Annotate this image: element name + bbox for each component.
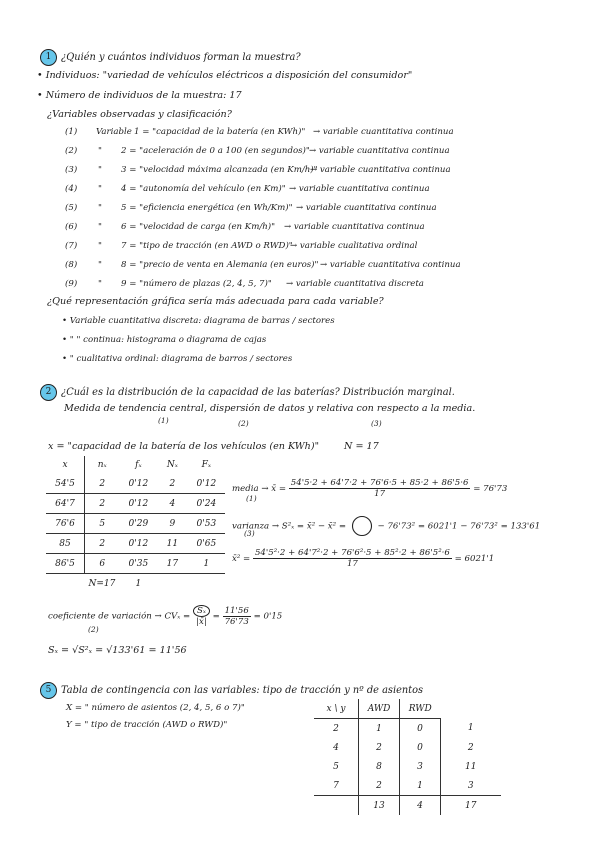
x2-denominator: 17 — [346, 559, 358, 569]
table-cell: 0'35 — [119, 554, 157, 574]
table-cell: 0'12 — [119, 534, 157, 554]
col-header: x — [62, 460, 68, 470]
varianza-label: varianza → S²ₓ = x̄² − x̄² = — [232, 521, 347, 532]
cv-mark: (2) — [88, 625, 99, 634]
variable-idx: (8) — [65, 260, 78, 270]
variable-idx: (7) — [65, 241, 78, 251]
media-fraction — [289, 478, 471, 499]
contingency-totals-row — [314, 796, 501, 816]
q5-heading — [40, 682, 423, 699]
variable-type: → variable cuantitativa continua — [310, 165, 451, 175]
ct-cell: 2 — [359, 776, 400, 796]
sx-formula: Sₓ = √S²ₓ = √133'61 = 11'56 — [48, 645, 187, 656]
ct-cell: 1 — [441, 719, 501, 739]
variable-name: 4 = "autonomía del vehículo (en Km)" — [121, 184, 286, 194]
table-cell: 17 — [157, 554, 187, 574]
cv-label: coeficiente de variación → CVₓ = — [48, 611, 191, 622]
q1-individuos: • Individuos: "variedad de vehículos eléctricos a disposición del consumidor" — [37, 70, 413, 81]
variable-type: → variable cuantitativa continua — [309, 146, 450, 156]
variable-mark: " — [98, 203, 102, 213]
col-header: nₓ — [85, 456, 120, 474]
ct-cell: 1 — [359, 719, 400, 739]
ct-cell: 2 — [359, 738, 400, 757]
ct-cell: 11 — [441, 757, 501, 776]
table-total: 1 — [135, 578, 142, 589]
table-cell: 2 — [85, 534, 120, 554]
table-cell: 9 — [157, 514, 187, 534]
q5-title: Tabla de contingencia con las variables: tipo de tracción y nº de asientos — [61, 685, 424, 696]
table-cell: 5 — [85, 514, 120, 534]
variable-name: 8 = "precio de venta en Alemania (en euros)" — [121, 260, 319, 270]
q1-numero: • Número de individuos de la muestra: 17 — [37, 90, 242, 101]
table-cell: 2 — [85, 494, 120, 514]
ct-total: 13 — [359, 796, 400, 816]
table-row — [314, 738, 501, 757]
ct-cell: 4 — [333, 742, 339, 753]
variable-type: → variable cuantitativa continua — [313, 127, 454, 137]
q2-title: ¿Cuál es la distribución de la capacidad de las baterías? Distribución marginal. — [61, 387, 455, 398]
ct-cell: 5 — [333, 761, 339, 772]
table-totals-row — [46, 574, 225, 594]
x-definition: x = "capacidad de la batería de los vehículos (en KWh)" — [48, 441, 319, 452]
table-cell: 86'5 — [46, 554, 85, 574]
table-cell: 0'65 — [187, 534, 225, 554]
ct-header: x \ y — [314, 699, 359, 719]
x2-fraction — [253, 548, 452, 569]
ct-cell: 8 — [359, 757, 400, 776]
contingency-table — [314, 699, 501, 815]
table-cell: 76'6 — [46, 514, 85, 534]
variable-idx: (5) — [65, 203, 78, 213]
ct-cell: 3 — [400, 757, 441, 776]
table-row — [314, 776, 501, 796]
variable-type: → variable cualitativa ordinal — [290, 241, 418, 251]
ct-cell: 0 — [400, 719, 441, 739]
col-header: fₓ — [135, 460, 142, 470]
repr-item: • Variable cuantitativa discreta: diagrama de barras / sectores — [62, 316, 335, 326]
varianza-formula — [232, 515, 540, 537]
q1-title: ¿Quién y cuántos individuos forman la muestra? — [61, 52, 301, 63]
media-denominator: 17 — [374, 489, 386, 499]
table-cell: 54'5 — [46, 474, 85, 494]
table-row — [46, 514, 225, 534]
cv-num-value: 11'56 — [224, 605, 249, 616]
media-label: media → x̄ = — [232, 484, 287, 494]
ct-total: 4 — [400, 796, 441, 816]
variable-idx: (3) — [65, 165, 78, 175]
media-formula — [232, 478, 507, 499]
table-cell: 0'29 — [119, 514, 157, 534]
q1-repr-title: ¿Qué representación gráfica sería más adecuada para cada variable? — [47, 296, 384, 307]
cv-fraction-numeric — [223, 606, 251, 627]
col-header: Nₓ — [166, 460, 178, 470]
table-cell: 2 — [157, 474, 187, 494]
variable-idx: (2) — [65, 146, 78, 156]
table-cell: 64'7 — [46, 494, 85, 514]
subtitle-mark: (2) — [238, 419, 249, 428]
ct-cell: 7 — [314, 776, 359, 796]
table-cell: 11 — [157, 534, 187, 554]
table-cell: 4 — [157, 494, 187, 514]
table-row — [314, 757, 501, 776]
table-cell: 2 — [85, 474, 120, 494]
media-mark: (1) — [246, 494, 257, 503]
q5-x-definition: X = " número de asientos (2, 4, 5, 6 o 7)" — [66, 703, 245, 713]
variable-mark: " — [98, 241, 102, 251]
ct-header: RWD — [400, 699, 441, 719]
x2-formula — [232, 548, 494, 569]
ct-total — [314, 796, 359, 816]
empty-circle-icon — [351, 515, 373, 537]
table-cell: 6 — [85, 554, 120, 574]
table-header-row — [46, 456, 225, 474]
table-cell: 0'24 — [187, 494, 225, 514]
variable-mark: " — [98, 165, 102, 175]
table-row — [46, 494, 225, 514]
frequency-table — [46, 456, 225, 593]
subtitle-mark: (3) — [371, 419, 382, 428]
contingency-header-row — [314, 699, 501, 719]
table-cell: 0'12 — [187, 474, 225, 494]
repr-item: • " cualitativa ordinal: diagrama de barros / sectores — [62, 354, 293, 364]
variable-mark: " — [98, 279, 102, 289]
variable-name: 2 = "aceleración de 0 a 100 (en segundos)" — [121, 146, 310, 156]
variable-name: 7 = "tipo de tracción (en AWD o RWD)" — [121, 241, 293, 251]
repr-item: • " " continua: histograma o diagrama de cajas — [62, 335, 267, 345]
variable-type: → variable cuantitativa continua — [284, 222, 425, 232]
q2-number-badge: 2 — [40, 384, 57, 401]
q2-subtitle: Medida de tendencia central, dispersión de datos y relativa con respecto a la media. — [64, 403, 476, 414]
table-row — [46, 474, 225, 494]
ct-header — [441, 699, 501, 719]
variable-type: → variable cuantitativa continua — [296, 203, 437, 213]
variable-idx: (6) — [65, 222, 78, 232]
ct-cell: 2 — [441, 738, 501, 757]
x2-numerator: 54'5²·2 + 64'7²·2 + 76'6²·5 + 85²·2 + 86'5²·6 — [254, 548, 450, 558]
ct-cell: 2 — [333, 723, 339, 734]
table-total: N=17 — [88, 578, 116, 589]
table-row — [46, 534, 225, 554]
varianza-mark: (3) — [244, 529, 255, 538]
table-cell: 0'12 — [119, 494, 157, 514]
varianza-rest: − 76'73² = 6021'1 − 76'73² = 133'61 — [377, 521, 541, 532]
q5-y-definition: Y = " tipo de tracción (AWD o RWD)" — [66, 720, 228, 730]
table-cell: 85 — [46, 534, 85, 554]
variable-mark: Variable — [96, 127, 132, 137]
variable-idx: (4) — [65, 184, 78, 194]
cv-denominator: |x̄| — [196, 617, 207, 627]
variable-name: 9 = "número de plazas (2, 4, 5, 7)" — [121, 279, 272, 289]
cv-den-value: 76'73 — [224, 616, 249, 627]
ct-total: 17 — [441, 796, 501, 816]
cv-numerator: Sₓ — [193, 605, 210, 617]
ct-header: AWD — [359, 699, 400, 719]
n-definition: N = 17 — [344, 441, 379, 452]
variable-mark: " — [98, 146, 102, 156]
variable-name: 3 = "velocidad máxima alcanzada (en Km/h)" — [121, 165, 318, 175]
variable-idx: (1) — [65, 127, 78, 137]
x2-label: x̄² = — [232, 554, 251, 564]
variable-mark: " — [98, 222, 102, 232]
cv-formula: coeficiente de variación → CVₓ = $\frac{\text{Sₓ}}{|x̄|}$ = $\frac{11'56}{76'73}$ = 0'15 — [48, 605, 283, 627]
variable-mark: " — [98, 260, 102, 270]
variable-idx: (9) — [65, 279, 78, 289]
q1-heading — [40, 49, 301, 66]
media-result: = 76'73 — [473, 484, 508, 494]
variable-type: → variable cuantitativa discreta — [286, 279, 424, 289]
col-header: Fₓ — [201, 460, 212, 470]
variable-name: 1 = "capacidad de la batería (en KWh)" — [134, 127, 306, 137]
q1-variables-title: ¿Variables observadas y clasificación? — [47, 109, 232, 120]
variable-type: → variable cuantitativa continua — [289, 184, 430, 194]
ct-cell: 3 — [441, 776, 501, 796]
q1-number-badge: 1 — [40, 49, 57, 66]
variable-name: 5 = "eficiencia energética (en Wh/Km)" — [121, 203, 293, 213]
cv-fraction-symbolic — [193, 605, 210, 627]
ct-cell: 0 — [400, 738, 441, 757]
variable-name: 6 = "velocidad de carga (en Km/h)" — [121, 222, 276, 232]
cv-result: = 0'15 — [253, 611, 283, 622]
subtitle-mark: (1) — [158, 416, 169, 425]
table-cell: 0'12 — [119, 474, 157, 494]
table-row — [46, 554, 225, 574]
x2-result: = 6021'1 — [454, 554, 495, 564]
table-cell: 1 — [187, 554, 225, 574]
media-numerator: 54'5·2 + 64'7·2 + 76'6·5 + 85·2 + 86'5·6 — [290, 478, 469, 488]
variable-mark: " — [98, 184, 102, 194]
variable-type: → variable cuantitativa continua — [320, 260, 461, 270]
q5-number-badge: 5 — [40, 682, 57, 699]
ct-cell: 1 — [400, 776, 441, 796]
q2-heading — [40, 384, 455, 401]
table-cell: 0'53 — [187, 514, 225, 534]
table-row — [314, 719, 501, 739]
